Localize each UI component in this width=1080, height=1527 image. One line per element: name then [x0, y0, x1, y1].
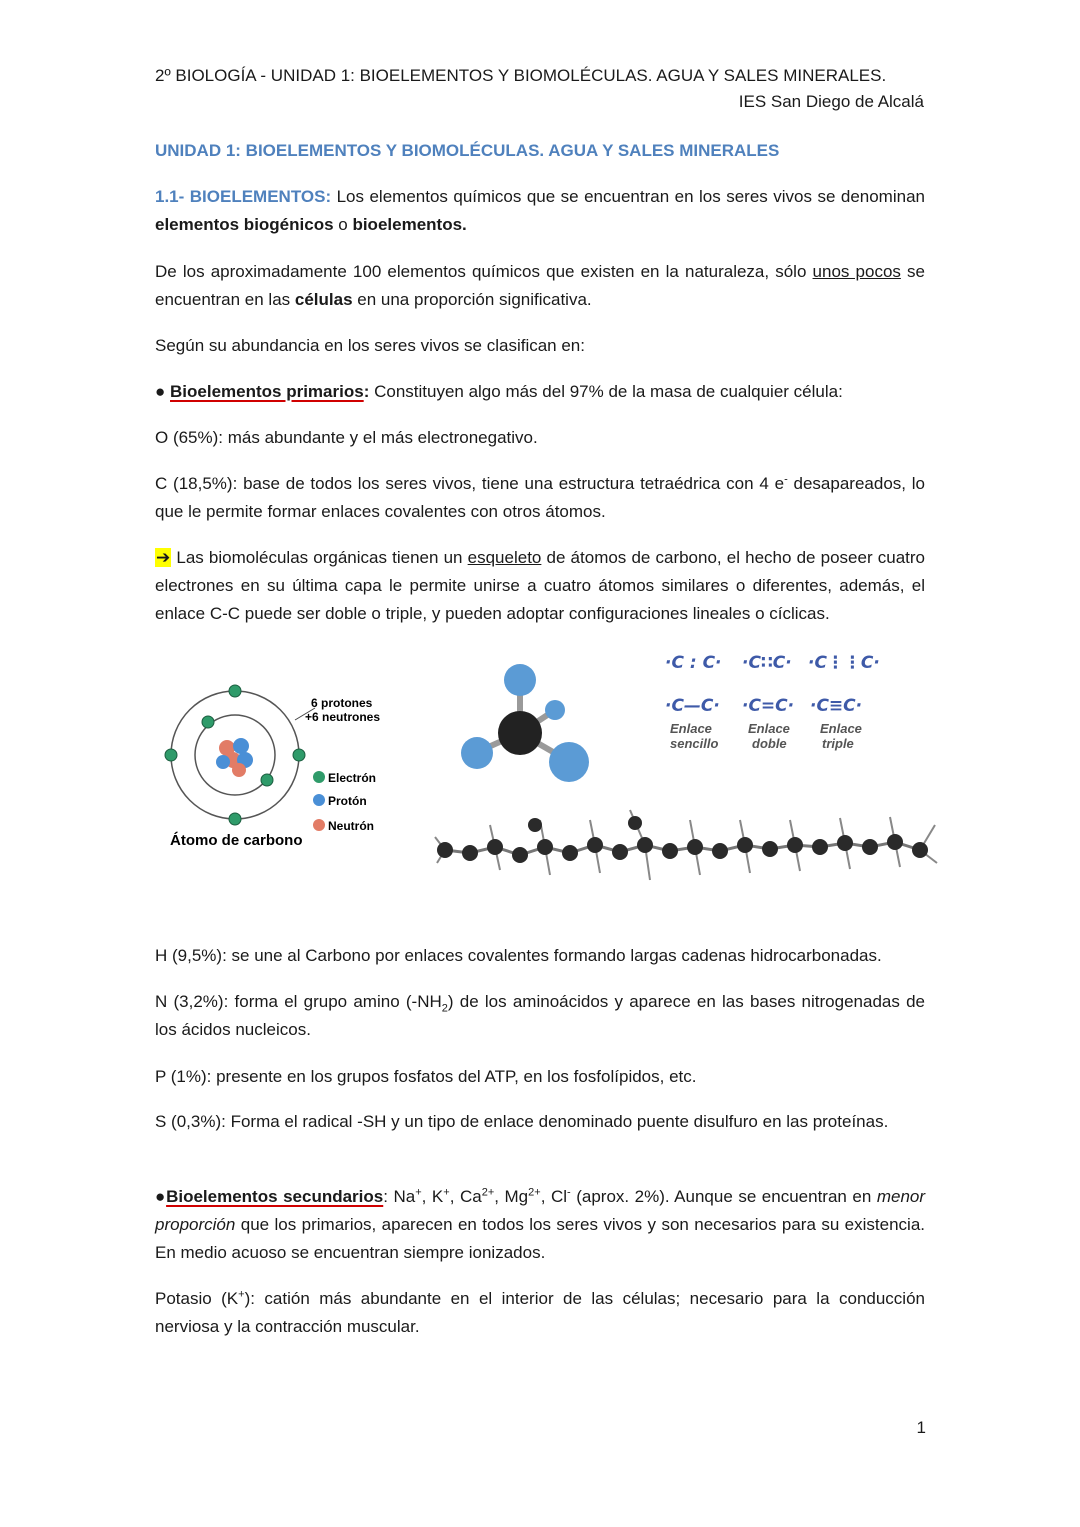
electron-sup: -: [784, 473, 788, 486]
electron-icon: [229, 685, 241, 697]
proton-icon: [216, 755, 230, 769]
classification-intro: Según su abundancia en los seres vivos se clasifican en:: [155, 336, 585, 355]
phosphorus-line: P (1%): presente en los grupos fosfatos del ATP, en los fosfolípidos, etc.: [155, 1067, 697, 1086]
k-charge: +: [238, 1288, 245, 1301]
potasio-text-b: ): catión más abundante en el interior de las células; necesario para la conducción nerviosa y la contracción muscular.: [155, 1289, 925, 1336]
arrow-icon: ➔: [156, 548, 171, 567]
neutrons-label: +6 neutrones: [305, 710, 381, 724]
ion-ca: Ca: [454, 1187, 482, 1206]
hydrogen-atom-icon: [549, 742, 589, 782]
ion-charge: +: [443, 1186, 450, 1199]
protons-label: 6 protones: [311, 696, 373, 710]
struct-triple: ·C≡C·: [810, 696, 863, 716]
term-bioelementos: bioelementos.: [352, 215, 467, 234]
legend-neutron: Neutrón: [328, 819, 374, 833]
bond-labels: [670, 721, 862, 751]
para2-unos-pocos: unos pocos: [812, 262, 901, 281]
term-esqueleto: esqueleto: [467, 548, 542, 567]
struct-single: ·C—C·: [665, 696, 720, 716]
ion-sep: ,: [449, 1187, 455, 1206]
arrow-paragraph: [155, 544, 925, 628]
ion-na: Na: [387, 1187, 416, 1206]
unit-title: UNIDAD 1: BIOELEMENTOS Y BIOMOLÉCULAS. AGUA Y SALES MINERALES: [155, 141, 780, 160]
secundarios-text-c: que los primarios, aparecen en todos los seres vivos y son necesarios para su existencia. En medio acuoso se encuentran siempre ionizados.: [155, 1215, 925, 1262]
section-heading: 1.1- BIOELEMENTOS:: [155, 187, 332, 206]
nitrogen-text: N (3,2%): forma el grupo amino (-NH: [155, 992, 442, 1011]
electron-icon: [165, 749, 177, 761]
menor-proporcion: menor proporción: [155, 1187, 926, 1234]
term-elementos-biogenicos: elementos biogénicos: [155, 215, 334, 234]
electron-icon: [202, 716, 214, 728]
lewis-row: [665, 653, 880, 673]
label-line: doble: [752, 736, 787, 751]
secundarios-paragraph: [155, 1183, 925, 1267]
oxygen-line: O (65%): más abundante y el más electronegativo.: [155, 428, 538, 447]
chain-carbons: [437, 816, 928, 863]
ion-charge: -: [567, 1186, 571, 1199]
carbon-paragraph: [155, 470, 925, 526]
label-line: Enlace: [820, 721, 862, 736]
colon: :: [383, 1187, 388, 1206]
arrow-text: Las biomoléculas orgánicas tienen un: [171, 548, 468, 567]
nh2-subscript: 2: [441, 1002, 448, 1015]
hydrogen-line: H (9,5%): se une al Carbono por enlaces covalentes formando largas cadenas hidrocarbonadas.: [155, 946, 882, 965]
secundarios-label: Bioelementos secundarios: [166, 1187, 384, 1206]
colon: :: [363, 382, 370, 401]
hydrocarbon-chain-figure: [425, 795, 945, 900]
lewis-double: ·C∷C·: [742, 653, 792, 673]
para2-text-e: en una proporción significativa.: [352, 290, 592, 309]
struct-double: ·C=C·: [742, 696, 795, 716]
intro-paragraph: [155, 183, 925, 239]
page-number: 1: [916, 1418, 926, 1437]
abundance-paragraph: [155, 258, 925, 314]
para2-text-c: se encuentran en las: [155, 262, 925, 309]
ion-sep: ,: [540, 1187, 546, 1206]
neutron-icon: [232, 763, 246, 777]
primarios-paragraph: [155, 378, 925, 406]
ion-sep: ,: [494, 1187, 499, 1206]
legend-electron: Electrón: [328, 771, 377, 785]
legend-proton-icon: [313, 794, 325, 806]
hydrogen-atom-icon: [545, 700, 565, 720]
ion-cl: Cl: [545, 1187, 568, 1206]
proton-icon: [233, 738, 249, 754]
intro-text: Los elementos químicos que se encuentran en los seres vivos se denominan: [331, 187, 925, 206]
bullet: ●: [155, 382, 166, 401]
carbon-text: C (18,5%): base de todos los seres vivos, tiene una estructura tetraédrica con 4 e: [155, 474, 785, 493]
primarios-label: Bioelementos primarios: [170, 382, 364, 401]
para2-celulas: células: [294, 290, 353, 309]
label-enlace-triple: [820, 721, 862, 751]
primarios-text: Constituyen algo más del 97% de la masa de cualquier célula:: [369, 382, 843, 401]
nitrogen-paragraph: [155, 988, 925, 1044]
electron-icon: [229, 813, 241, 825]
label-line: sencillo: [670, 736, 719, 751]
label-line: Enlace: [748, 721, 790, 736]
hydrogen-atom-icon: [461, 737, 493, 769]
ion-charge: +: [415, 1186, 422, 1199]
bond-types-figure: [660, 645, 880, 760]
potasio-paragraph: [155, 1285, 925, 1341]
intro-text-o: o: [333, 215, 353, 234]
hydrogen-atom-icon: [504, 664, 536, 696]
atom-caption: Átomo de carbono: [170, 832, 303, 849]
label-enlace-sencillo: [670, 721, 718, 751]
label-line: Enlace: [670, 721, 712, 736]
lewis-single: ·C : C·: [665, 653, 722, 673]
header-title: 2º BIOLOGÍA - UNIDAD 1: BIOELEMENTOS Y BIOMOLÉCULAS. AGUA Y SALES MINERALES.: [155, 66, 887, 85]
label-line: triple: [822, 736, 854, 751]
carbon-text-b: desapareados, lo que le permite formar enlaces covalentes con otros átomos.: [155, 474, 926, 521]
legend-neutron-icon: [313, 819, 325, 831]
structural-row: [665, 696, 862, 716]
carbon-atom-figure: [155, 680, 395, 855]
sulfur-paragraph: S (0,3%): Forma el radical -SH y un tipo de enlace denominado puente disulfuro en las proteínas.: [155, 1112, 889, 1131]
ion-mg: Mg: [499, 1187, 529, 1206]
ion-charge: 2+: [481, 1186, 495, 1199]
ion-sep: ,: [421, 1187, 427, 1206]
secundarios-text: (aprox. 2%). Aunque se encuentran en: [570, 1187, 877, 1206]
ion-charge: 2+: [528, 1186, 541, 1199]
carbon-atom-icon: [498, 711, 542, 755]
bullet: ●: [155, 1187, 167, 1206]
lewis-triple: ·C⋮⋮C·: [808, 653, 880, 673]
methane-molecule-figure: [445, 655, 605, 790]
ion-k: K: [426, 1187, 444, 1206]
potasio-text: Potasio (K: [155, 1289, 239, 1308]
para2-text: De los aproximadamente 100 elementos químicos que existen en la naturaleza, sólo: [155, 262, 813, 281]
arrow-text-c: de átomos de carbono, el hecho de poseer cuatro electrones en su última capa le permite unirse a cuatro átomos similares o diferentes, además, el enlace C-C puede ser doble o triple, y pueden adoptar configuraciones lineales o cíclicas.: [155, 548, 926, 623]
header-school: IES San Diego de Alcalá: [738, 92, 924, 111]
electron-icon: [293, 749, 305, 761]
nitrogen-text-b: ) de los aminoácidos y aparece en las bases nitrogenadas de los ácidos nucleicos.: [155, 992, 925, 1039]
electron-icon: [261, 774, 273, 786]
legend-electron-icon: [313, 771, 325, 783]
legend-proton: Protón: [328, 794, 367, 808]
label-enlace-doble: [748, 721, 790, 751]
